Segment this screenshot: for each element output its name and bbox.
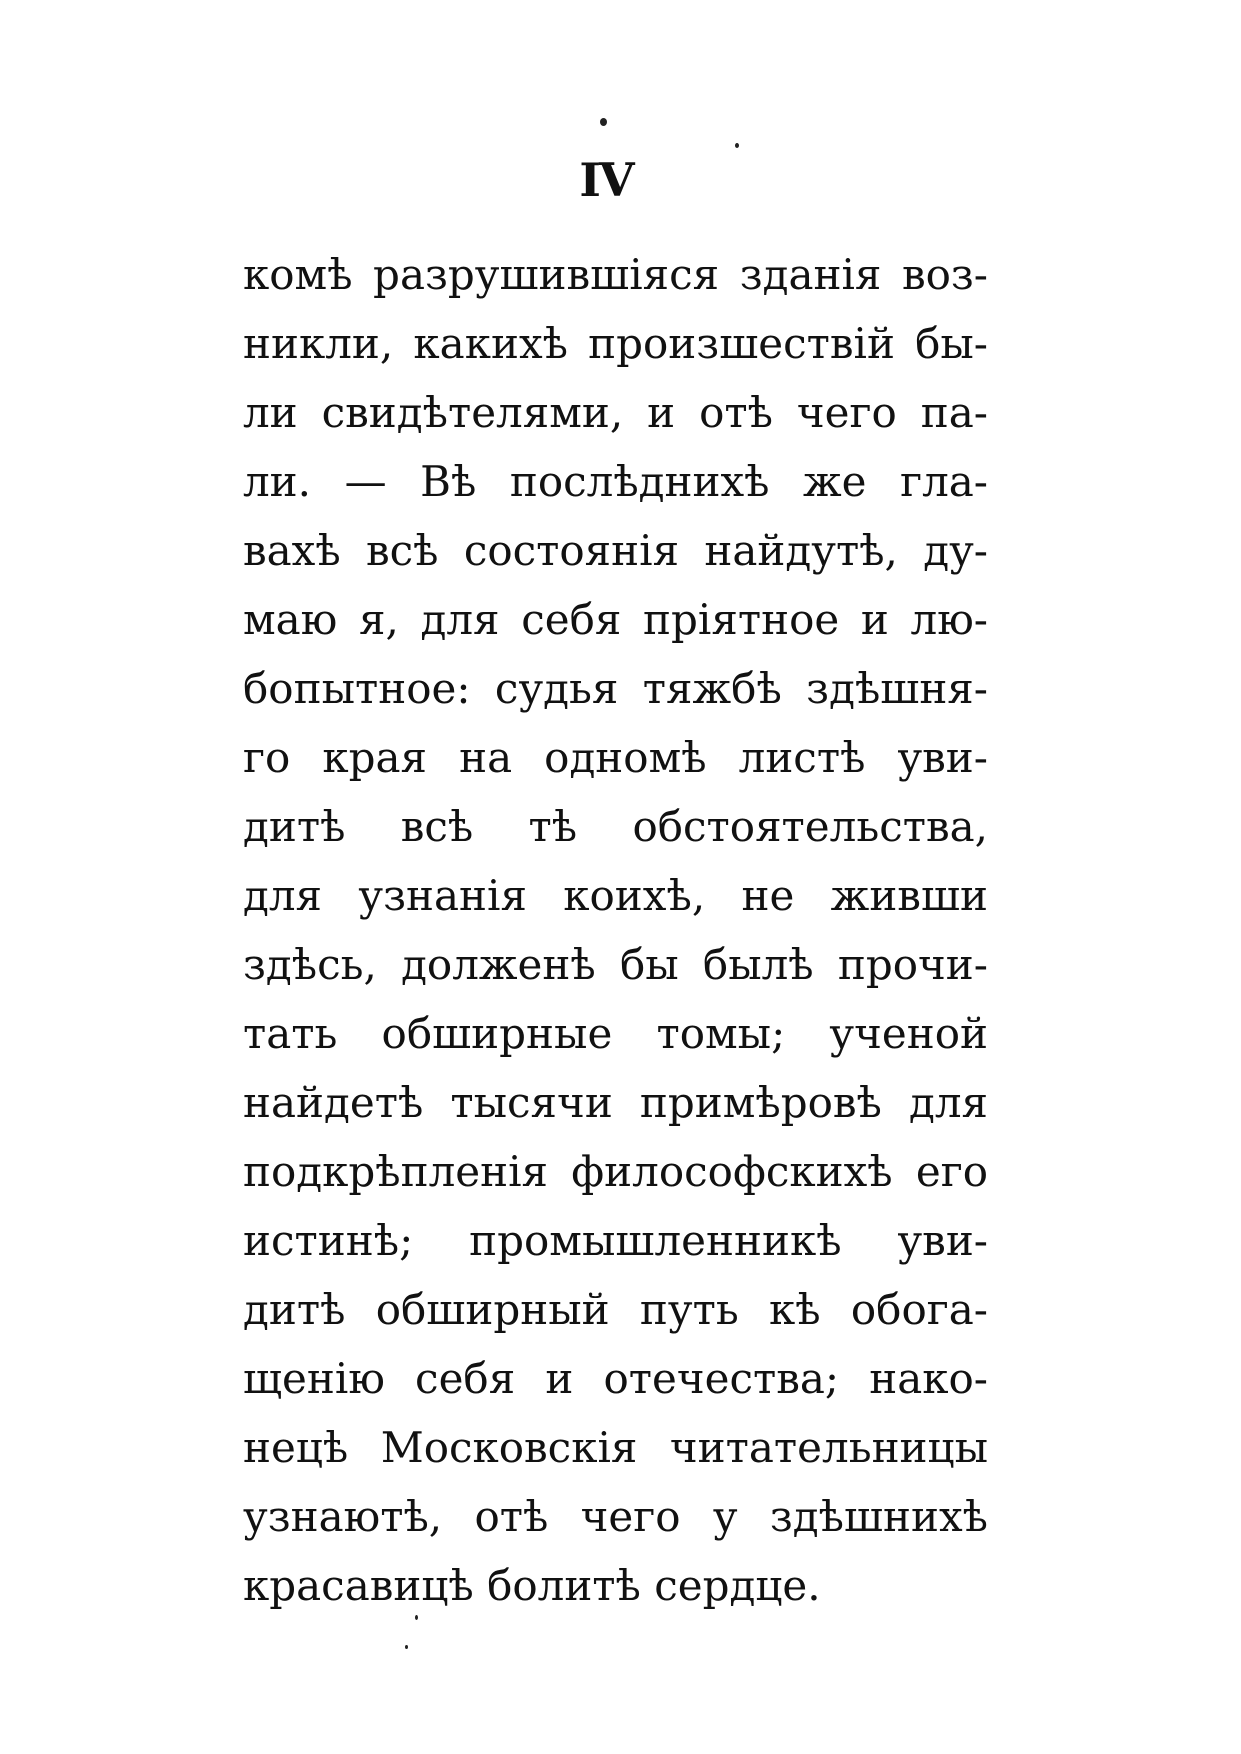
text-line: вахѣ всѣ состоянія найдутѣ, ду- bbox=[243, 526, 988, 575]
text-line: дитѣ обширный путь кѣ обога- bbox=[243, 1285, 988, 1334]
text-line: бопытное: судья тяжбѣ здѣшня- bbox=[243, 664, 988, 713]
ink-speck bbox=[405, 1645, 408, 1649]
ink-speck bbox=[600, 118, 607, 126]
text-line: тать обширные томы; ученой bbox=[243, 1009, 988, 1058]
text-line: ли. — Вѣ послѣднихѣ же гла- bbox=[243, 457, 988, 506]
text-line: ли свидѣтелями, и отѣ чего па- bbox=[243, 388, 988, 437]
text-line: никли, какихѣ произшествій бы- bbox=[243, 319, 988, 368]
text-line: найдетѣ тысячи примѣровѣ для bbox=[243, 1078, 988, 1127]
text-line-last: красавицѣ болитѣ сердце. bbox=[243, 1561, 821, 1610]
text-line: нецѣ Московскія читательницы bbox=[243, 1423, 988, 1472]
text-line: комѣ разрушившіяся зданія воз- bbox=[243, 250, 988, 299]
text-line: подкрѣпленія философскихѣ его bbox=[243, 1147, 988, 1196]
ink-speck bbox=[735, 143, 739, 148]
text-line: го края на одномѣ листѣ уви- bbox=[243, 733, 988, 782]
text-line: маю я, для себя пріятное и лю- bbox=[243, 595, 988, 644]
text-line: дитѣ всѣ тѣ обстоятельства, bbox=[243, 802, 988, 851]
text-line: щенію себя и отечества; нако- bbox=[243, 1354, 988, 1403]
text-line: истинѣ; промышленникѣ уви- bbox=[243, 1216, 988, 1265]
text-line: узнаютѣ, отѣ чего у здѣшнихѣ bbox=[243, 1492, 988, 1541]
text-line: здѣсь, долженѣ бы былѣ прочи- bbox=[243, 940, 988, 989]
text-line: для узнанія коихѣ, не живши bbox=[243, 871, 988, 920]
page-number: IV bbox=[579, 153, 633, 207]
body-text bbox=[243, 240, 988, 1620]
